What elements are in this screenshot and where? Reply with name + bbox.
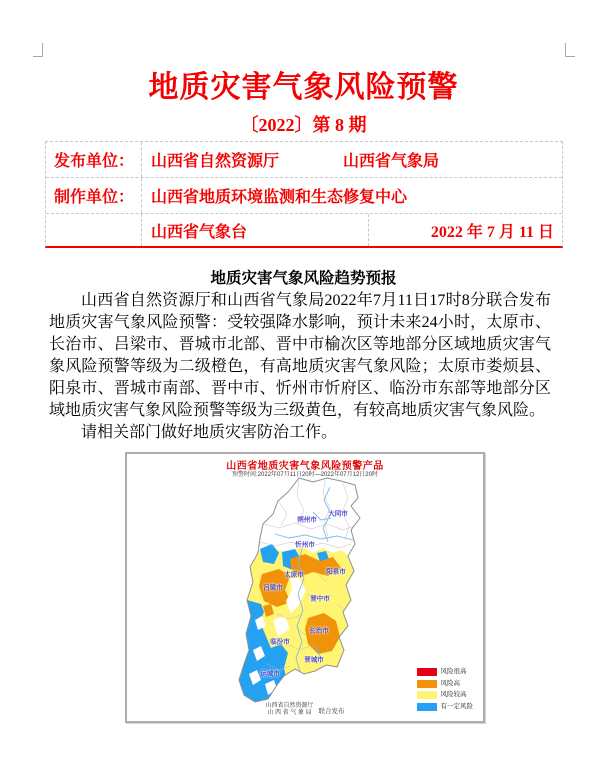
legend-label: 风险高 bbox=[440, 679, 460, 687]
document-title: 地质灾害气象风险预警 bbox=[148, 71, 459, 104]
report-paragraph: 请相关部门做好地质灾害防治工作。 bbox=[81, 424, 338, 441]
observatory-value: 山西省气象台 bbox=[142, 214, 369, 246]
joint-release-label: 联合发布 bbox=[318, 707, 345, 715]
publisher-value: 山西省自然资源厅 山西省气象局 bbox=[151, 153, 440, 170]
legend-label: 风险很高 bbox=[440, 668, 467, 675]
city-label-shuozhou: 朔州市 bbox=[297, 516, 317, 524]
issuer-line-2: 山 西 省 气 象 局 bbox=[267, 710, 312, 716]
legend-swatch-very-high bbox=[417, 668, 437, 676]
risk-map-figure bbox=[125, 452, 485, 723]
map-subtitle: 预警时间:2022年07月11日20时—2022年07月12日20时 bbox=[232, 472, 378, 478]
city-label-jinzhong: 晋中市 bbox=[310, 595, 330, 603]
report-heading: 地质灾害气象风险趋势预报 bbox=[210, 270, 397, 287]
report-paragraph: 山西省自然资源厅和山西省气象局2022年7月11日17时8分联合发布地质灾害气象风险预警：受较强降水影响，预计未来24小时，太原市、长治市、吕梁市、晋城市北部、晋中市榆次区等地部分区域地质灾害气象风险预警等级为二级橙色，有高地质灾害气象风险；太原市娄烦县、阳泉市、晋城市南部、晋中市、忻州市忻府区、临汾市东部等地部分区域地质灾害气象风险预警等级为三级黄色，有较高地质灾害气象风险。 bbox=[49, 292, 551, 419]
map-title: 山西省地质灾害气象风险预警产品 bbox=[226, 461, 384, 472]
legend-item bbox=[417, 691, 474, 699]
city-label-taiyuan: 太原市 bbox=[284, 571, 304, 579]
text-boundary-mark-top-right bbox=[565, 43, 575, 57]
publisher-label: 发布单位： bbox=[46, 142, 142, 177]
legend-label: 有一定风险 bbox=[440, 702, 473, 710]
city-label-changzhi: 长治市 bbox=[309, 627, 329, 635]
city-label-datong: 大同市 bbox=[328, 510, 348, 518]
city-label-jincheng: 晋城市 bbox=[304, 656, 324, 664]
city-label-linfen: 临汾市 bbox=[270, 638, 290, 646]
producer-label: 制作单位： bbox=[46, 178, 142, 213]
city-label-xinzhou: 忻州市 bbox=[295, 541, 315, 549]
city-label-yuncheng: 运城市 bbox=[260, 670, 280, 678]
empty-cell bbox=[46, 214, 142, 246]
table-row bbox=[46, 214, 562, 246]
map-footer bbox=[127, 703, 483, 717]
city-label-lvliang: 吕梁市 bbox=[263, 584, 283, 592]
table-row bbox=[46, 178, 562, 214]
text-boundary-mark-top-left bbox=[33, 43, 43, 57]
issue-date: 2022 年 7 月 11 日 bbox=[430, 223, 554, 241]
report-body bbox=[49, 290, 551, 444]
legend-label: 风险较高 bbox=[440, 691, 467, 698]
issuer-names bbox=[265, 703, 313, 717]
issue-number: 〔2022〕第 8 期 bbox=[240, 115, 367, 135]
legend-swatch-high bbox=[417, 680, 437, 688]
city-label-yangquan: 阳泉市 bbox=[326, 568, 346, 576]
legend-item bbox=[417, 668, 474, 676]
info-table bbox=[45, 141, 563, 248]
legend-swatch-medium bbox=[417, 691, 437, 699]
table-row bbox=[46, 142, 562, 178]
producer-value: 山西省地质环境监测和生态修复中心 bbox=[151, 189, 408, 206]
legend-item bbox=[417, 680, 474, 688]
issuer-line-1: 山西省自然资源厅 bbox=[265, 703, 314, 709]
